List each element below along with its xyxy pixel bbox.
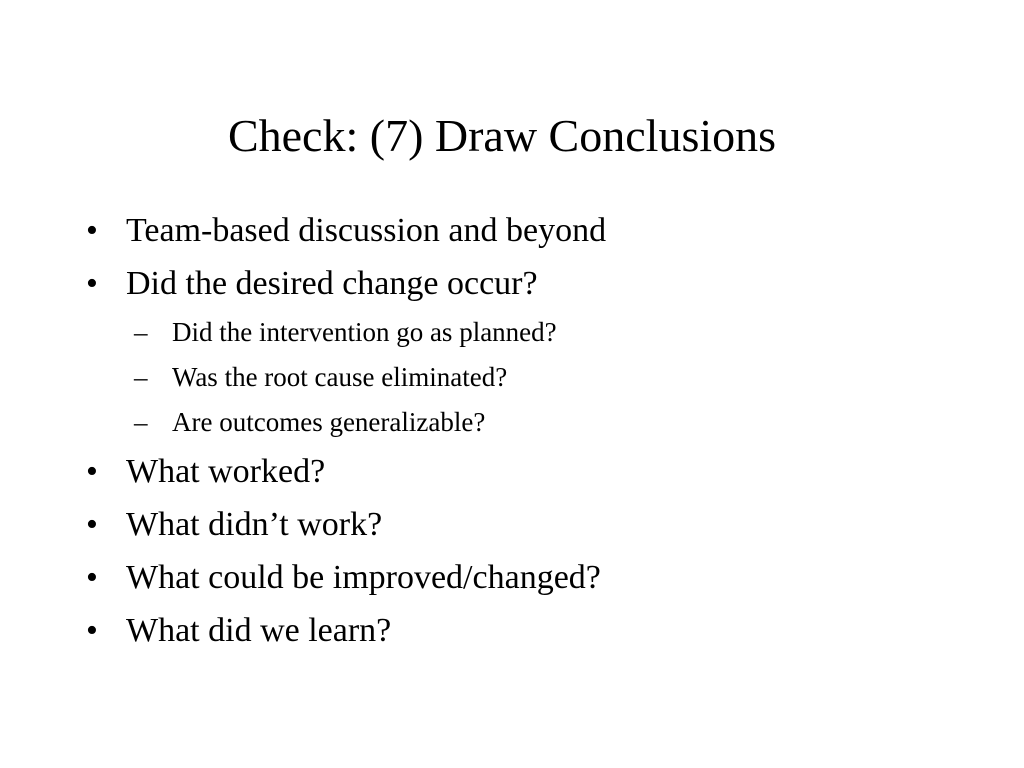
bullet-item-desired-change (84, 257, 984, 310)
bullet-item-what-didnt-work (84, 498, 984, 551)
bullet-text: What worked? (126, 453, 326, 490)
bullet-icon: • (86, 212, 98, 249)
bullet-icon: • (86, 506, 98, 543)
sub-bullet-item-intervention (84, 310, 984, 355)
bullet-item-learn (84, 604, 984, 657)
dash-icon: – (134, 407, 148, 437)
sub-bullet-text: Did the intervention go as planned? (172, 317, 557, 347)
bullet-text: What didn’t work? (126, 506, 383, 543)
bullet-item-improved (84, 551, 984, 604)
slide-title: Check: (7) Draw Conclusions (227, 110, 777, 161)
dash-icon: – (134, 317, 148, 347)
bullet-item-team-discussion (84, 204, 984, 257)
dash-icon: – (134, 362, 148, 392)
sub-bullet-item-root-cause (84, 355, 984, 400)
sub-bullet-text: Are outcomes generalizable? (172, 407, 486, 437)
bullet-text: Did the desired change occur? (126, 265, 538, 302)
sub-bullet-item-generalizable (84, 400, 984, 445)
bullet-icon: • (86, 265, 98, 302)
sub-bullet-text: Was the root cause eliminated? (172, 362, 508, 392)
bullet-icon: • (86, 612, 98, 649)
bullet-list (84, 204, 984, 657)
bullet-item-what-worked (84, 445, 984, 498)
bullet-text: What could be improved/changed? (126, 559, 601, 596)
bullet-icon: • (86, 453, 98, 490)
bullet-icon: • (86, 559, 98, 596)
bullet-text: Team-based discussion and beyond (126, 212, 607, 249)
bullet-text: What did we learn? (126, 612, 392, 649)
